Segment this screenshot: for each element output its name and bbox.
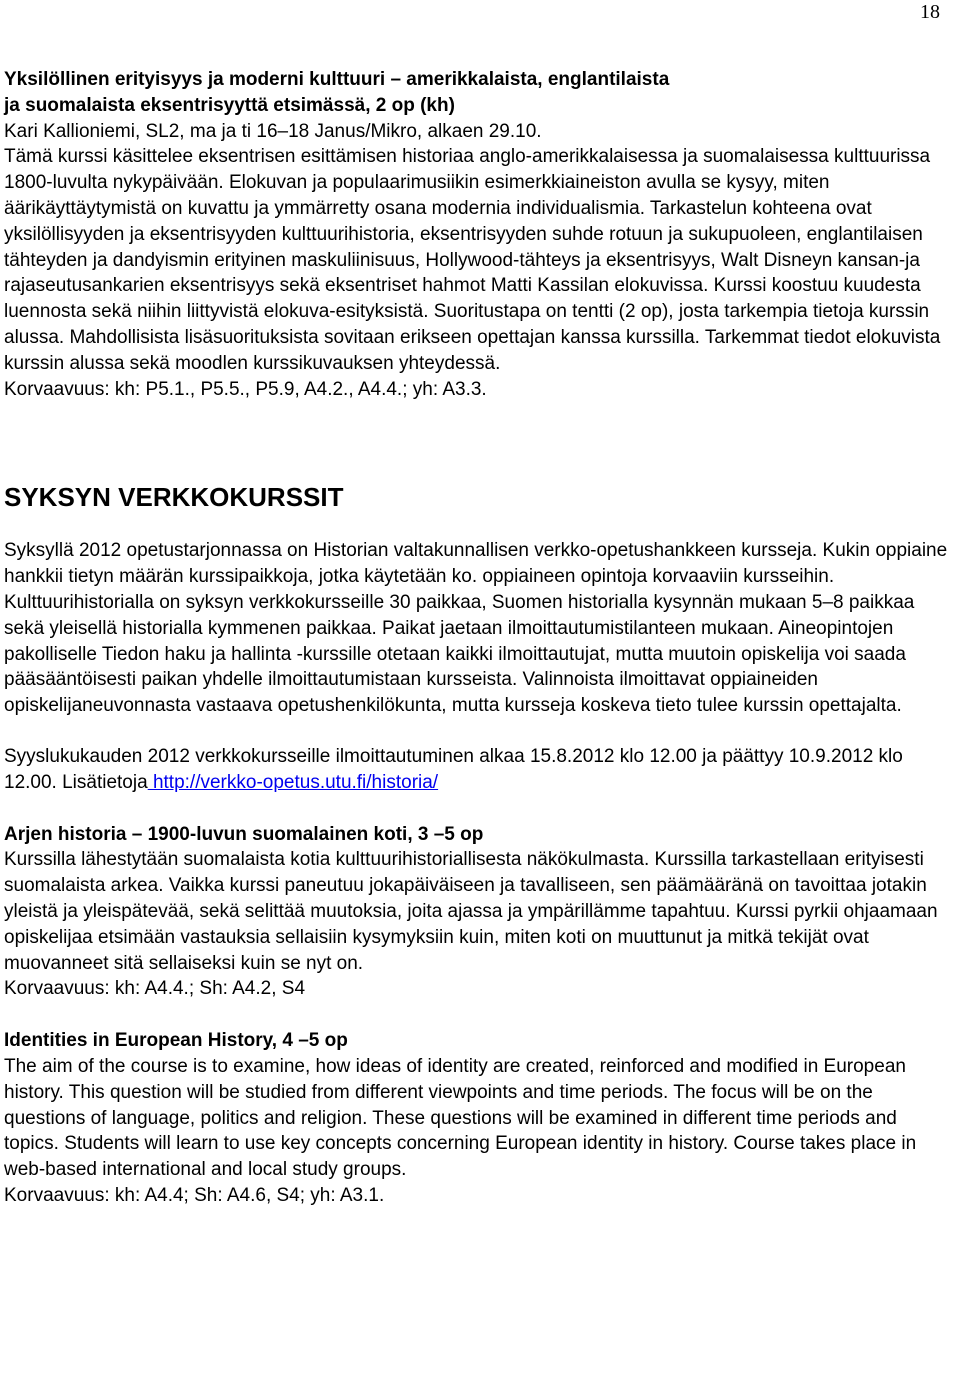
course-equivalence: Korvaavuus: kh: A4.4; Sh: A4.6, S4; yh: A3.1.	[4, 1184, 385, 1206]
course-description: Kurssilla lähestytään suomalaista kotia kulttuurihistoriallisesta näkökulmasta. Kurssilla tarkastellaan erityisesti suomalaista arkea. Vaikka kurssi paneutuu jokapäiväiseen ja tavalliseen, sen päämääränä on tavoittaa jotakin yleistä ja yleispätevää, sekä selittää muutoksia, joita ajassa ja ympärillämme tapahtuu. Kurssi pyrkii ohjaamaan opiskelijaa etsimään vastauksia sellaisiin kysymyksiin kuin, miten koti on muuttunut ja mitkä tekijät ovat muovanneet sitä sellaiseksi kuin se nyt on.	[4, 849, 938, 974]
course-teacher-schedule: Kari Kallioniemi, SL2, ma ja ti 16–18 Janus/Mikro, alkaen 29.10.	[4, 120, 542, 142]
more-info-link[interactable]: http://verkko-opetus.utu.fi/historia/	[147, 771, 439, 793]
online-courses-paragraph: Syksyllä 2012 opetustarjonnassa on Historian valtakunnallisen verkko-opetushankkeen kursseja. Kukin oppiaine hankkii tietyn määrän kurssipaikkoja, jotka käytetään ko. oppiaineen opintoja korvaaviin kursseihin. Kulttuurihistorialla on syksyn verkkokursseille 30 paikkaa, Suomen historialla kysynnän mukaan 5–8 paikkaa sekä yleisellä historialla kymmenen paikkaa. Paikat jaetaan ilmoittautumistilanteen mukaan. Aineopintojen pakolliselle Tiedon haku ja hallinta -kurssille otetaan kaikki ilmoittautujat, mutta muutoin opiskelija voi saada pääsääntöisesti paikan yhdelle ilmoittautumistaan kursseista. Valinnoista ilmoittavat oppiaineiden opiskelijaneuvonnasta vastaava opetushenkilökunta, mutta kursseja koskeva tieto tulee kurssin opettajalta.	[4, 540, 948, 717]
course-equivalence: Korvaavuus: kh: A4.4.; Sh: A4.2, S4	[4, 978, 306, 1000]
page-number: 18	[920, 1, 940, 23]
course-eccentricity	[4, 67, 952, 402]
registration-text: Syyslukukauden 2012 verkkokursseille ilmoittautuminen alkaa 15.8.2012 klo 12.00 ja päättyy 10.9.2012 klo 12.00. Lisätietoja	[4, 745, 903, 793]
registration-paragraph	[4, 744, 952, 796]
course-equivalence: Korvaavuus: kh: P5.1., P5.5., P5.9, A4.2., A4.4.; yh: A3.3.	[4, 378, 487, 400]
course-description: Tämä kurssi käsittelee eksentrisen esittämisen historiaa anglo-amerikkalaisessa ja suomalaisessa kulttuurissa 1800-luvulta nykypäivään. Elokuvan ja populaarimusiikin esimerkkiaineiston avulla se kysyy, miten äärikäyttäytymistä on kuvattu ja ymmärretty osana modernia individualismia. Tarkastelun kohteena ovat yksilöllisyyden ja eksentrisyyden kulttuurihistoria, eksentrisyyden suhde rotuun ja sukupuoleen, englantilaisen tähteyden ja dandyismin erityinen maskuliinisuus, Hollywood-tähteys ja eksentrisyys, Walt Disneyn kansan-ja rajaseutusankarien eksentrisyys sekä eksentriset hahmot Matti Kassilan elokuvissa. Kurssi koostuu kuudesta luennosta sekä niihin liittyvistä elokuva-esityksistä. Suoritustapa on tentti (2 op), josta tarkempia tietoja kurssin alussa. Mahdollisista lisäsuorituksista sovitaan erikseen opettajan kanssa kurssilla. Tarkemmat tiedot elokuvista kurssin alussa sekä moodlen kurssikuvauksen yhteydessä.	[4, 146, 941, 374]
course-description: The aim of the course is to examine, how ideas of identity are created, reinforced and modified in European history. This question will be studied from different viewpoints and time periods. The focus will be on the questions of language, politics and religion. These questions will be examined in different time periods and topics. Students will learn to use key concepts concerning European identity in history. Course takes place in web-based international and local study groups.	[4, 1055, 917, 1181]
online-courses-intro	[4, 538, 952, 719]
course-title: Arjen historia – 1900-luvun suomalainen koti, 3 –5 op	[4, 823, 484, 845]
course-title-line-2: ja suomalaista eksentrisyyttä etsimässä, 2 op (kh)	[4, 94, 455, 116]
course-title-line-1: Yksilöllinen erityisyys ja moderni kulttuuri – amerikkalaista, englantilaista	[4, 69, 670, 90]
document-body	[4, 67, 952, 1209]
section-heading: SYKSYN VERKKOKURSSIT	[4, 482, 344, 513]
course-title: Identities in European History, 4 –5 op	[4, 1030, 348, 1052]
course-everyday-history	[4, 822, 952, 1003]
course-european-identities	[4, 1028, 952, 1209]
registration-info	[4, 744, 952, 796]
